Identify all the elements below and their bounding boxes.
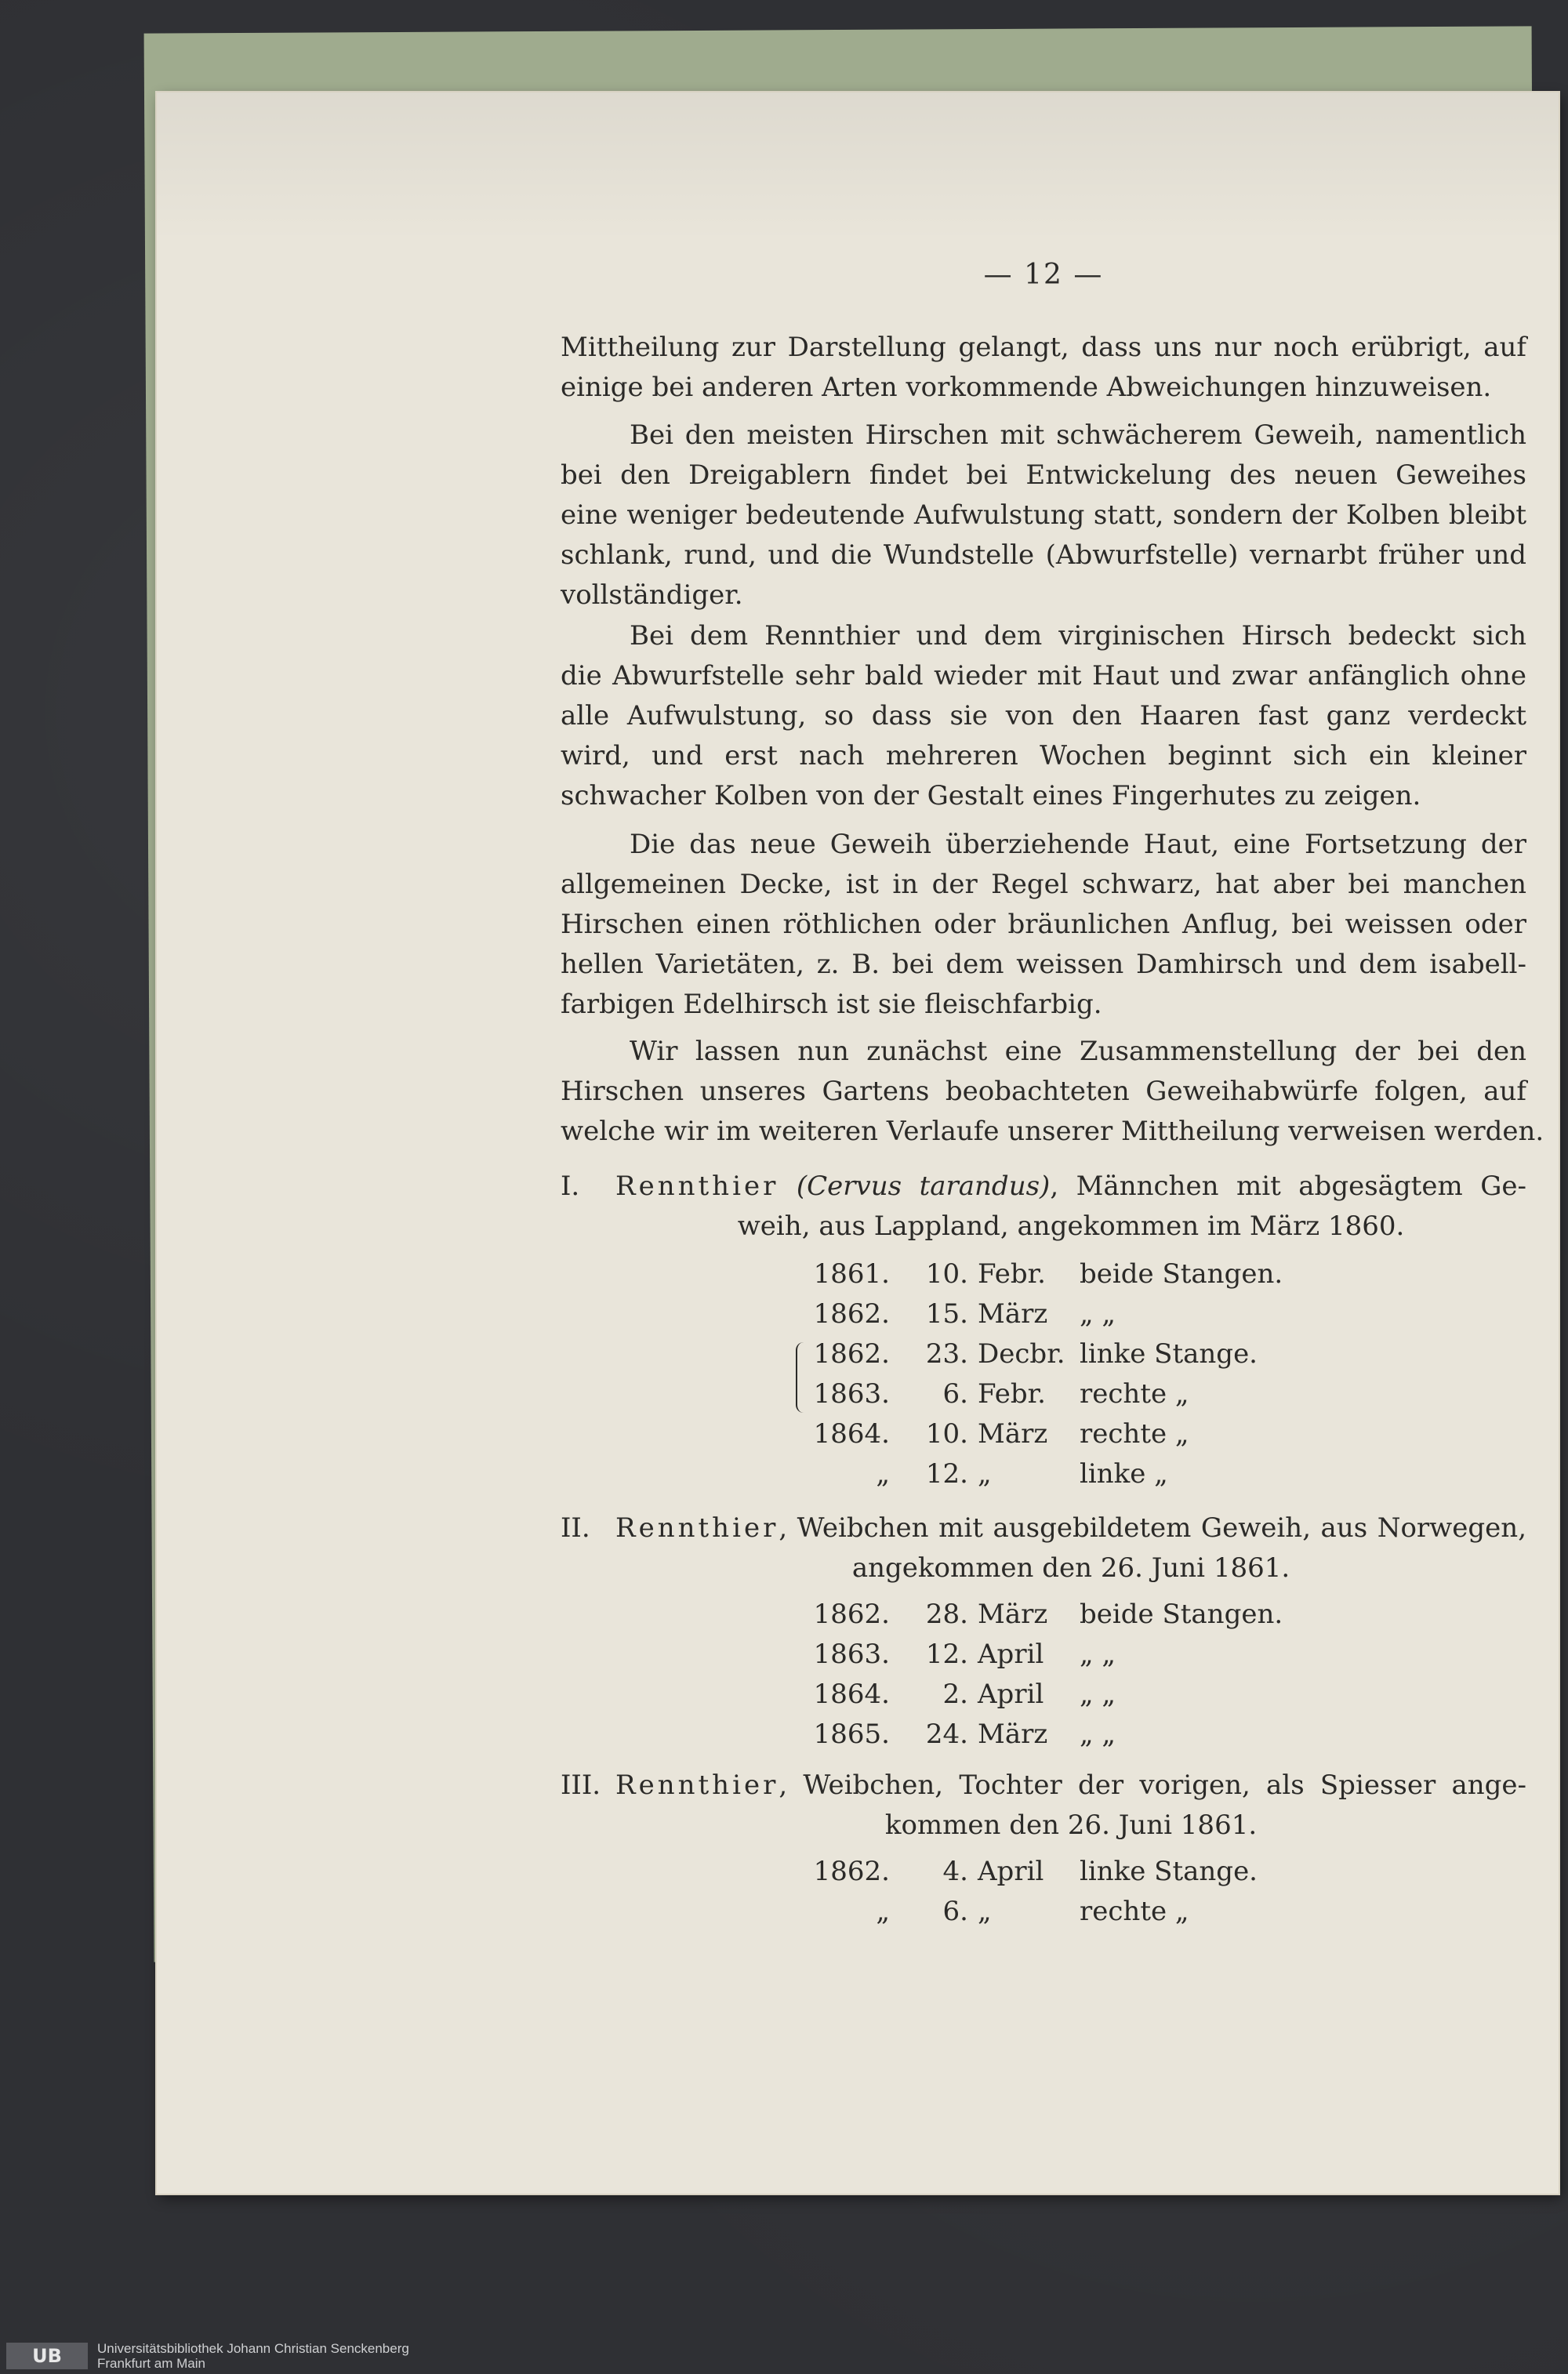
text-line: Hirschen einen röthlichen oder bräunlichen Anflug, bei weissen oder	[561, 909, 1526, 940]
row-month: März	[978, 1599, 1048, 1630]
row-year: „	[876, 1458, 890, 1490]
text-line: Bei den meisten Hirschen mit schwächerem Geweih, namentlich	[630, 419, 1526, 451]
entry-numeral: II.	[561, 1512, 590, 1544]
entry-text: , Männchen mit abgesägtem Ge-	[1050, 1171, 1526, 1202]
library-city: Frankfurt am Main	[97, 2356, 205, 2371]
brace-mark	[796, 1342, 808, 1413]
paragraph-1	[561, 328, 1526, 408]
paragraph-2	[561, 416, 1526, 615]
row-month: April	[978, 1639, 1044, 1670]
row-day: 28.	[925, 1599, 968, 1630]
text-line: schwacher Kolben von der Gestalt eines Fingerhutes zu zeigen.	[561, 780, 1421, 811]
row-part: rechte „	[1080, 1378, 1189, 1410]
text-line: alle Aufwulstung, so dass sie von den Haaren fast ganz verdeckt	[561, 700, 1526, 731]
row-year: 1864.	[813, 1418, 890, 1450]
row-month: „	[978, 1458, 992, 1490]
row-day: 15.	[925, 1298, 968, 1330]
row-day: 4.	[942, 1856, 968, 1887]
table-row	[561, 1675, 1526, 1715]
text-line: wird, und erst nach mehreren Wochen beginnt sich ein kleiner	[561, 740, 1526, 771]
table-row	[561, 1715, 1526, 1755]
text-line: schlank, rund, und die Wundstelle (Abwurfstelle) vernarbt früher und	[561, 539, 1526, 571]
text-line: vollständiger.	[561, 579, 743, 611]
text-line: hellen Varietäten, z. B. bei dem weissen Damhirsch und dem isabell-	[561, 949, 1526, 980]
row-month: Febr.	[978, 1258, 1046, 1290]
row-day: 10.	[925, 1418, 968, 1450]
row-year: 1862.	[813, 1856, 890, 1887]
paragraph-3	[561, 616, 1526, 816]
row-day: 12.	[925, 1639, 968, 1670]
row-month: „	[978, 1896, 992, 1927]
library-name: Universitätsbibliothek Johann Christian Senckenberg	[97, 2341, 409, 2356]
library-caption	[97, 2341, 409, 2371]
row-year: 1862.	[813, 1338, 890, 1370]
row-year: 1863.	[813, 1378, 890, 1410]
latin-name: (Cervus tarandus)	[796, 1171, 1051, 1202]
row-year: 1864.	[813, 1679, 890, 1710]
row-day: 12.	[925, 1458, 968, 1490]
row-part: beide Stangen.	[1080, 1258, 1283, 1290]
text-line: Die das neue Geweih überziehende Haut, eine Fortsetzung der	[630, 829, 1526, 860]
table-row	[561, 1414, 1526, 1454]
table-row	[561, 1635, 1526, 1675]
page-number: — 12 —	[983, 259, 1104, 291]
species-name: Rennthier	[615, 1512, 779, 1544]
table-row	[561, 1595, 1526, 1635]
entry-text: , Weibchen mit ausgebildetem Geweih, aus Norwegen,	[779, 1512, 1526, 1544]
text-line: bei den Dreigablern findet bei Entwickelung des neuen Geweihes	[561, 459, 1526, 491]
row-day: 6.	[942, 1378, 968, 1410]
entry-numeral: III.	[561, 1770, 601, 1801]
row-part: „ „	[1080, 1639, 1116, 1670]
species-name: Rennthier	[615, 1171, 779, 1202]
table-row	[561, 1454, 1526, 1494]
row-month: April	[978, 1679, 1044, 1710]
row-day: 24.	[925, 1719, 968, 1750]
row-part: beide Stangen.	[1080, 1599, 1283, 1630]
entry-text: , Weibchen, Tochter der vorigen, als Spiesser ange-	[779, 1770, 1526, 1801]
species-name: Rennthier	[615, 1770, 779, 1801]
entry-line	[615, 1508, 1526, 1548]
entry-line: angekommen den 26. Juni 1861.	[851, 1552, 1290, 1584]
row-year: 1863.	[813, 1639, 890, 1670]
row-year: 1862.	[813, 1599, 890, 1630]
row-month: Decbr.	[978, 1338, 1065, 1370]
text-line: Bei dem Rennthier und dem virginischen Hirsch bedeckt sich	[630, 620, 1526, 652]
text-line: Wir lassen nun zunächst eine Zusammenstellung der bei den	[630, 1036, 1526, 1067]
paragraph-4	[561, 825, 1526, 1025]
row-day: 23.	[925, 1338, 968, 1370]
row-month: März	[978, 1418, 1048, 1450]
row-part: „ „	[1080, 1719, 1116, 1750]
text-line: allgemeinen Decke, ist in der Regel schwarz, hat aber bei manchen	[561, 869, 1526, 900]
row-part: rechte „	[1080, 1418, 1189, 1450]
table-row	[561, 1852, 1526, 1892]
row-month: April	[978, 1856, 1044, 1887]
row-day: 2.	[942, 1679, 968, 1710]
table-row	[561, 1334, 1526, 1374]
library-logo: UB	[6, 2343, 88, 2369]
entry-numeral: I.	[561, 1171, 580, 1202]
text-line: Hirschen unseres Gartens beobachteten Geweihabwürfe folgen, auf	[561, 1076, 1526, 1107]
row-part: linke Stange.	[1080, 1338, 1258, 1370]
table-row	[561, 1294, 1526, 1334]
row-day: 10.	[925, 1258, 968, 1290]
row-part: „ „	[1080, 1679, 1116, 1710]
text-line: eine weniger bedeutende Aufwulstung statt, sondern der Kolben bleibt	[561, 499, 1526, 531]
table-row	[561, 1374, 1526, 1414]
row-part: rechte „	[1080, 1896, 1189, 1927]
row-month: März	[978, 1298, 1048, 1330]
text-line: farbigen Edelhirsch ist sie fleischfarbig.	[561, 989, 1102, 1020]
entry-line	[615, 1167, 1526, 1207]
row-month: März	[978, 1719, 1048, 1750]
table-row	[561, 1254, 1526, 1294]
text-line: die Abwurfstelle sehr bald wieder mit Haut und zwar anfänglich ohne	[561, 660, 1526, 692]
page-shading	[157, 93, 1559, 241]
text-line: welche wir im weiteren Verlaufe unserer Mittheilung verweisen werden.	[561, 1116, 1544, 1147]
entry-line: kommen den 26. Juni 1861.	[884, 1810, 1258, 1841]
row-year: 1861.	[813, 1258, 890, 1290]
table-row	[561, 1892, 1526, 1932]
paragraph-5	[561, 1032, 1544, 1152]
text-line: Mittheilung zur Darstellung gelangt, dass uns nur noch erübrigt, auf	[561, 332, 1526, 363]
row-year: 1862.	[813, 1298, 890, 1330]
row-part: „ „	[1080, 1298, 1116, 1330]
entry-line: weih, aus Lappland, angekommen im März 1860.	[737, 1211, 1405, 1242]
row-month: Febr.	[978, 1378, 1046, 1410]
entry-line	[615, 1766, 1526, 1806]
row-part: linke Stange.	[1080, 1856, 1258, 1887]
row-year: 1865.	[813, 1719, 890, 1750]
row-year: „	[876, 1896, 890, 1927]
text-line: einige bei anderen Arten vorkommende Abweichungen hinzuweisen.	[561, 372, 1492, 403]
row-part: linke „	[1080, 1458, 1168, 1490]
row-day: 6.	[942, 1896, 968, 1927]
